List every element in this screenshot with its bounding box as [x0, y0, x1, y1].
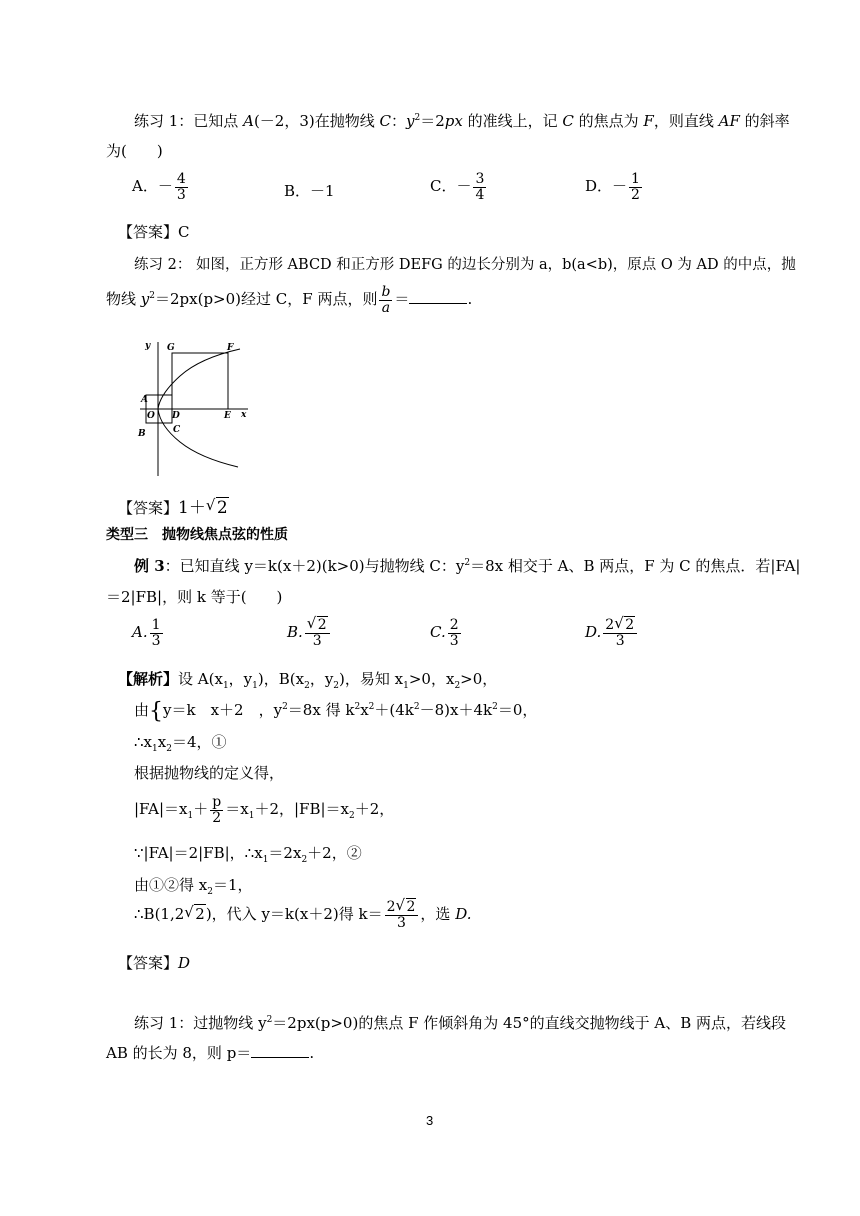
- example3-option-d: D. 2 √ 2 3: [585, 618, 639, 648]
- fig-label-d: D: [172, 411, 180, 421]
- exercise2-answer: 【答案】1＋ √ 2: [118, 496, 228, 518]
- fig-label-y: y: [145, 341, 151, 351]
- sqrt: √ 2: [614, 614, 635, 633]
- answer-blank: [251, 1045, 309, 1058]
- exercise1-option-b: B．－1: [284, 182, 335, 200]
- sqrt: √ 2: [306, 614, 327, 633]
- example3-solution-line8: ∴B(1,2 √ 2)，代入 y＝k(x＋2)得 k＝ 2 √ 2 3 ，选 D.: [134, 896, 472, 931]
- exercise1-question-line2: 为( ): [106, 142, 163, 160]
- fig-label-o: O: [147, 411, 155, 421]
- exercise2-question-line2: 物线 $y^2=2px(p>0)$经过 C，F 两点，则 $\frac{b}{a}$ ＝ .: [106, 284, 473, 316]
- example3-question-line2: ＝2|FB|，则 k 等于( ): [106, 588, 283, 606]
- example3-option-a: A. $\frac{1}{3}$: [132, 617, 161, 649]
- example3-solution-line4: 根据抛物线的定义得，: [134, 764, 285, 782]
- fraction: $\frac{1}{2}$: [631, 171, 640, 203]
- fraction: $\frac{1}{3}$: [151, 617, 161, 649]
- square-defg: [172, 353, 228, 409]
- practice1-question-line2: AB 的长为 8，则 p＝ .: [106, 1044, 315, 1062]
- example3-solution-line6: ∵|FA|＝2|FB|，$\therefore x_1=2x_2+2$，②: [134, 844, 362, 865]
- exercise1-option-d: D．－ $\frac{1}{2}$: [585, 171, 640, 203]
- example3-solution-line5: $|FA|=x_1+$ $\frac{p}{2}$ $=x_1+2$，$|FB|=x_2+2$，: [134, 794, 395, 826]
- fraction: √ 2 3: [305, 618, 330, 648]
- fig-label-e: E: [224, 411, 231, 421]
- section-heading: 类型三 抛物线焦点弦的性质: [106, 527, 288, 543]
- example3-question: 例 3：已知直线 y＝k(x＋2)(k>0)与抛物线 C：$y^2=8x$ 相交于 A、B 两点，F 为 C 的焦点．若|FA|: [134, 557, 801, 575]
- example3-solution-line2: 由{y＝k x＋2 ，$y^2=8x$ 得 $k^2x^2+(4k^2-8)x+4k^2=0$，: [134, 699, 538, 724]
- fig-label-x: x: [241, 410, 247, 420]
- exercise1-option-c: C．－ $\frac{3}{4}$: [430, 171, 485, 203]
- example3-option-b: B. √ 2 3: [287, 618, 332, 648]
- fraction: 2 √ 2 3: [385, 900, 419, 930]
- fraction: $\frac{b}{a}$: [381, 284, 391, 316]
- example3-solution-line7: 由①②得 $x_2=1$，: [134, 876, 253, 897]
- practice1-question: 练习 1：过抛物线 $y^2=2px(p>0)$的焦点 F 作倾斜角为 45°的直线交抛物线于 A、B 两点，若线段: [134, 1014, 787, 1032]
- example3-solution-line3: $\therefore x_1x_2=4$，①: [134, 733, 227, 754]
- example3-solution-line1: 【解析】设 $A(x_1$，$y_1$)，$B(x_2$，$y_2$)，易知 $x_1>0$，$x_2>0$，: [118, 670, 498, 691]
- sqrt: √ 2: [205, 496, 228, 518]
- sqrt: √ 2: [184, 903, 205, 924]
- example3-answer: 【答案】D: [118, 954, 191, 972]
- parabola-squares-figure: [130, 336, 255, 481]
- exercise2-question: 练习 2： 如图，正方形 ABCD 和正方形 DEFG 的边长分别为 a，b(a<b)，原点 O 为 AD 的中点，抛: [134, 257, 796, 273]
- fig-label-g: G: [167, 343, 175, 353]
- fraction: $\frac{p}{2}$: [212, 794, 222, 826]
- answer-blank: [409, 291, 467, 304]
- exercise1-answer: 【答案】C: [118, 223, 190, 241]
- fraction: $\frac{3}{4}$: [475, 171, 485, 203]
- fraction: $\frac{2}{3}$: [449, 617, 459, 649]
- fig-label-b: B: [138, 429, 146, 439]
- fraction: 2 √ 2 3: [603, 618, 637, 648]
- sqrt: √ 2: [395, 896, 416, 915]
- fraction: $\frac{4}{3}$: [176, 171, 186, 203]
- exercise1-question: 练习 1：已知点 A(－2，3)在抛物线 C：$y^2=2px$ 的准线上，记 C 的焦点为 F，则直线 AF 的斜率: [134, 112, 790, 130]
- fig-label-a: A: [141, 395, 148, 405]
- page-number: 3: [426, 1113, 434, 1128]
- fig-label-c: C: [173, 425, 181, 435]
- exercise1-option-a: A．－ $\frac{4}{3}$: [132, 171, 186, 203]
- fig-label-f: F: [227, 343, 234, 353]
- example3-option-c: C. $\frac{2}{3}$: [430, 617, 459, 649]
